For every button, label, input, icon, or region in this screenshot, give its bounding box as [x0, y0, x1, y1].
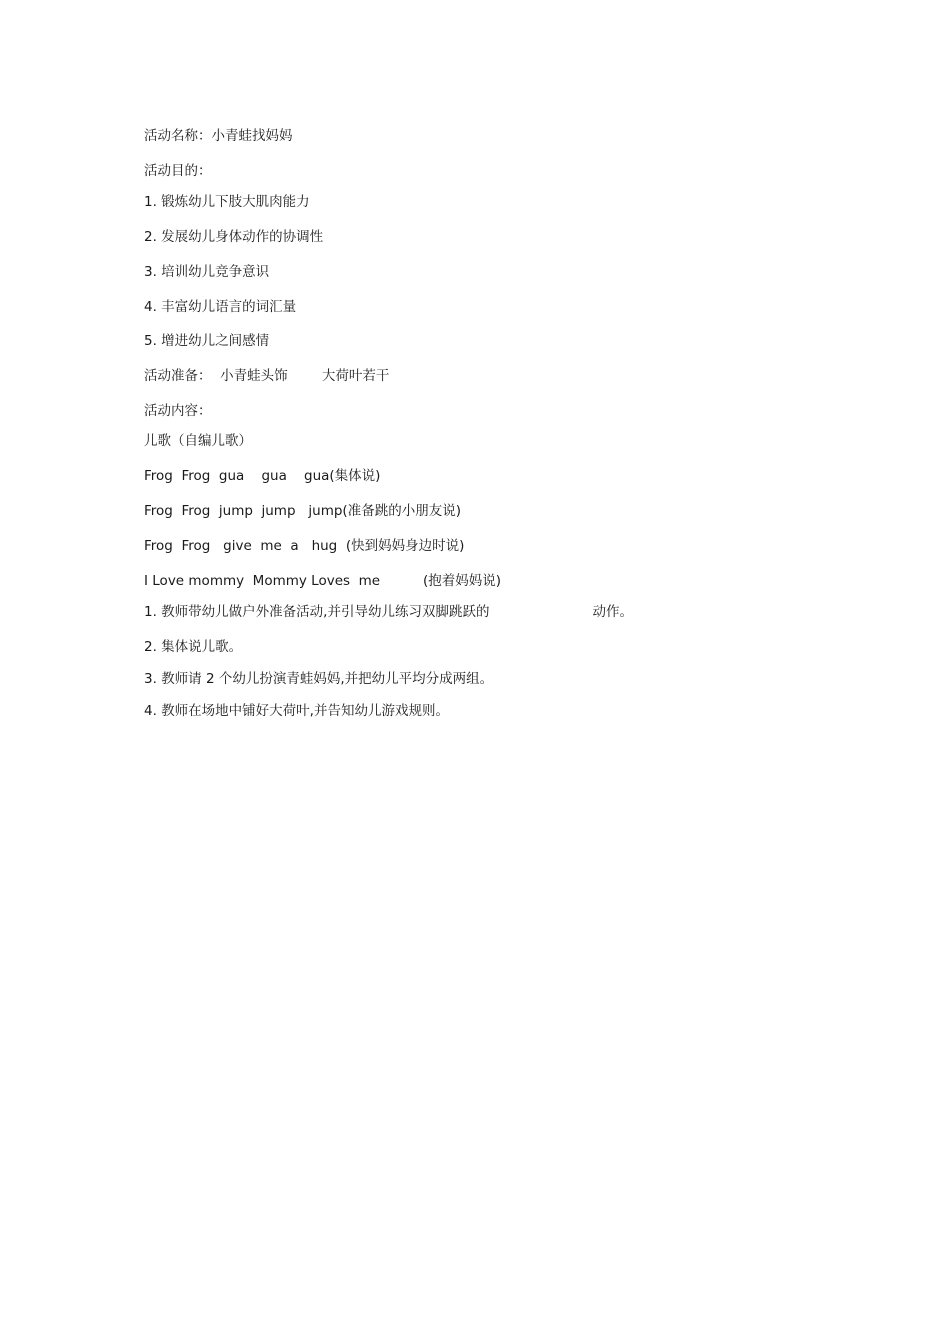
step-item: 2. 集体说儿歌。 [144, 639, 243, 655]
preparation: 活动准备： 小青蛙头饰 大荷叶若干 [144, 368, 390, 384]
step-item: 1. 教师带幼儿做户外准备活动,并引导幼儿练习双脚跳跃的 动作。 [144, 604, 633, 620]
goals-heading: 活动目的： [144, 163, 212, 179]
goal-item: 5. 增进幼儿之间感情 [144, 333, 270, 349]
song-line: Frog Frog give me a hug (快到妈妈身边时说) [144, 538, 465, 554]
goal-item: 4. 丰富幼儿语言的词汇量 [144, 299, 297, 315]
song-heading: 儿歌（自编儿歌） [144, 433, 252, 449]
song-line: Frog Frog gua gua gua(集体说) [144, 468, 381, 484]
content-heading: 活动内容： [144, 403, 212, 419]
activity-name: 活动名称：小青蛙找妈妈 [144, 128, 293, 144]
step-item: 3. 教师请 2 个幼儿扮演青蛙妈妈,并把幼儿平均分成两组。 [144, 671, 494, 687]
goal-item: 3. 培训幼儿竞争意识 [144, 264, 270, 280]
song-line: I Love mommy Mommy Loves me (抱着妈妈说) [144, 573, 502, 589]
goal-item: 2. 发展幼儿身体动作的协调性 [144, 229, 324, 245]
step-item: 4. 教师在场地中铺好大荷叶,并告知幼儿游戏规则。 [144, 703, 449, 719]
goal-item: 1. 锻炼幼儿下肢大肌肉能力 [144, 194, 310, 210]
song-line: Frog Frog jump jump jump(准备跳的小朋友说) [144, 503, 461, 519]
